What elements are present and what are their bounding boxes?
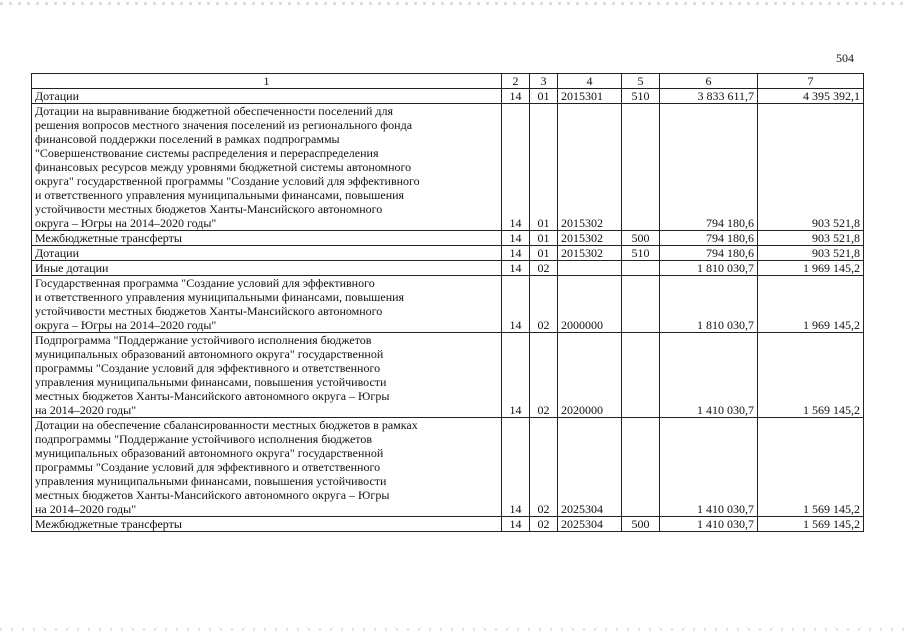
section-code-cell (502, 418, 530, 517)
target-item-code-cell-text: 2015302 (561, 231, 603, 245)
column-header: 6 (660, 74, 758, 89)
section-code-cell-text: 14 (509, 261, 522, 275)
amount-cell-col7 (758, 333, 864, 418)
section-code-cell (502, 517, 530, 532)
amount-cell-col6-text: 1 410 030,7 (697, 502, 754, 516)
amount-cell-col7-text: 903 521,8 (812, 216, 860, 230)
target-item-code-cell (558, 231, 622, 246)
target-item-code-cell-text: 2000000 (561, 318, 603, 332)
row-name-cell-text: Дотации (35, 246, 80, 260)
amount-cell-col7 (758, 517, 864, 532)
amount-cell-col7 (758, 418, 864, 517)
subsection-code-cell (530, 517, 558, 532)
section-code-cell (502, 276, 530, 333)
expense-type-code-cell-text: 510 (631, 89, 650, 103)
row-name-cell (32, 517, 502, 532)
section-code-cell (502, 231, 530, 246)
target-item-code-cell (558, 246, 622, 261)
amount-cell-col6 (660, 261, 758, 276)
row-name-cell (32, 333, 502, 418)
amount-cell-col6-text: 794 180,6 (706, 216, 754, 230)
amount-cell-col6-text: 1 810 030,7 (697, 261, 754, 275)
expense-type-code-cell (622, 333, 660, 418)
subsection-code-cell-text: 02 (537, 502, 550, 516)
section-code-cell-text: 14 (509, 502, 522, 516)
section-code-cell-text: 14 (509, 403, 522, 417)
subsection-code-cell (530, 231, 558, 246)
expense-type-code-cell (622, 276, 660, 333)
amount-cell-col6 (660, 104, 758, 231)
amount-cell-col7 (758, 246, 864, 261)
table-header-row (32, 74, 864, 89)
subsection-code-cell (530, 261, 558, 276)
row-name-cell (32, 418, 502, 517)
amount-cell-col7 (758, 261, 864, 276)
target-item-code-cell (558, 517, 622, 532)
subsection-code-cell-text: 01 (537, 246, 550, 260)
subsection-code-cell (530, 333, 558, 418)
target-item-code-cell-text: 2025304 (561, 502, 603, 516)
column-header: 7 (758, 74, 864, 89)
column-header: 5 (622, 74, 660, 89)
subsection-code-cell-text: 02 (537, 261, 550, 275)
amount-cell-col7-text: 4 395 392,1 (803, 89, 860, 103)
row-name-cell (32, 89, 502, 104)
expense-type-code-cell-text: 500 (631, 517, 650, 531)
row-name-cell-text: Иные дотации (35, 261, 109, 275)
subsection-code-cell-text: 01 (537, 231, 550, 245)
table-row (32, 261, 864, 276)
subsection-code-cell-text: 02 (537, 318, 550, 332)
section-code-cell-text: 14 (509, 246, 522, 260)
budget-table (31, 73, 864, 532)
amount-cell-col6-text: 794 180,6 (706, 246, 754, 260)
section-code-cell-text: 14 (509, 231, 522, 245)
target-item-code-cell (558, 333, 622, 418)
amount-cell-col6 (660, 89, 758, 104)
column-header: 3 (530, 74, 558, 89)
amount-cell-col7-text: 903 521,8 (812, 246, 860, 260)
amount-cell-col6 (660, 276, 758, 333)
expense-type-code-cell (622, 246, 660, 261)
target-item-code-cell (558, 261, 622, 276)
amount-cell-col6-text: 1 810 030,7 (697, 318, 754, 332)
row-name-cell (32, 261, 502, 276)
expense-type-code-cell (622, 104, 660, 231)
amount-cell-col6 (660, 418, 758, 517)
subsection-code-cell (530, 276, 558, 333)
row-name-cell (32, 276, 502, 333)
row-name-cell-text: Подпрограмма "Поддержание устойчивого исполнения бюджетов муниципальных образований автономного округа" государственной программы "Создание условий для эффективного и ответственного управления муниципальными финансами, повышения устойчивости местных бюджетов Ханты-Мансийского автономного округа – Югры на 2014–2020 годы" (35, 333, 390, 417)
column-header: 2 (502, 74, 530, 89)
subsection-code-cell-text: 01 (537, 216, 550, 230)
row-name-cell-text: Дотации на обеспечение сбалансированности местных бюджетов в рамках подпрограммы "Поддержание устойчивого исполнения бюджетов муниципальных образований автономного округа" государственной программы "Создание условий для эффективного и ответственного управления муниципальными финансами, повышения устойчивости местных бюджетов Ханты-Мансийского автономного округа – Югры на 2014–2020 годы" (35, 418, 418, 516)
subsection-code-cell (530, 89, 558, 104)
section-code-cell-text: 14 (509, 318, 522, 332)
amount-cell-col6 (660, 246, 758, 261)
expense-type-code-cell (622, 261, 660, 276)
page-number: 504 (836, 51, 854, 65)
amount-cell-col7-text: 1 969 145,2 (803, 318, 860, 332)
amount-cell-col6-text: 1 410 030,7 (697, 403, 754, 417)
row-name-cell (32, 231, 502, 246)
target-item-code-cell-text: 2015302 (561, 216, 603, 230)
row-name-cell-text: Межбюджетные трансферты (35, 517, 182, 531)
target-item-code-cell (558, 418, 622, 517)
row-name-cell-text: Государственная программа "Создание условий для эффективного и ответственного управления муниципальными финансами, повышения устойчивости местных бюджетов Ханты-Мансийского автономного округа – Югры на 2014–2020 годы" (35, 276, 405, 332)
amount-cell-col6-text: 794 180,6 (706, 231, 754, 245)
amount-cell-col7-text: 1 969 145,2 (803, 261, 860, 275)
section-code-cell (502, 104, 530, 231)
target-item-code-cell-text: 2015301 (561, 89, 603, 103)
table-row (32, 276, 864, 333)
table-row (32, 231, 864, 246)
subsection-code-cell-text: 02 (537, 403, 550, 417)
row-name-cell-text: Межбюджетные трансферты (35, 231, 182, 245)
target-item-code-cell (558, 104, 622, 231)
amount-cell-col7 (758, 89, 864, 104)
expense-type-code-cell (622, 517, 660, 532)
expense-type-code-cell-text: 510 (631, 246, 650, 260)
expense-type-code-cell (622, 418, 660, 517)
amount-cell-col7-text: 1 569 145,2 (803, 517, 860, 531)
section-code-cell (502, 89, 530, 104)
target-item-code-cell-text: 2025304 (561, 517, 603, 531)
section-code-cell-text: 14 (509, 517, 522, 531)
amount-cell-col7 (758, 276, 864, 333)
subsection-code-cell-text: 02 (537, 517, 550, 531)
table-body (32, 74, 864, 532)
target-item-code-cell-text: 2020000 (561, 403, 603, 417)
subsection-code-cell (530, 246, 558, 261)
amount-cell-col7 (758, 104, 864, 231)
table-row (32, 89, 864, 104)
target-item-code-cell-text: 2015302 (561, 246, 603, 260)
amount-cell-col7-text: 1 569 145,2 (803, 403, 860, 417)
row-name-cell-text: Дотации (35, 89, 80, 103)
scan-artifact-top (0, 2, 905, 5)
amount-cell-col6 (660, 231, 758, 246)
expense-type-code-cell-text: 500 (631, 231, 650, 245)
section-code-cell (502, 333, 530, 418)
amount-cell-col7 (758, 231, 864, 246)
scan-artifact-bottom (0, 628, 905, 631)
target-item-code-cell (558, 276, 622, 333)
amount-cell-col6 (660, 517, 758, 532)
table-row (32, 517, 864, 532)
table-row (32, 418, 864, 517)
row-name-cell (32, 246, 502, 261)
subsection-code-cell-text: 01 (537, 89, 550, 103)
amount-cell-col7-text: 903 521,8 (812, 231, 860, 245)
expense-type-code-cell (622, 231, 660, 246)
amount-cell-col7-text: 1 569 145,2 (803, 502, 860, 516)
row-name-cell-text: Дотации на выравнивание бюджетной обеспеченности поселений для решения вопросов местного значения поселений из регионального фонда финансовой поддержки поселений в рамках подпрограммы "Совершенствование системы распределения и перераспределения финансовых ресурсов между уровнями бюджетной системы автономного округа" государственной программы "Создание условий для эффективного и ответственного управления муниципальными финансами, повышения устойчивости местных бюджетов Ханты-Мансийского автономного округа – Югры на 2014–2020 годы" (35, 104, 420, 230)
target-item-code-cell (558, 89, 622, 104)
column-header: 4 (558, 74, 622, 89)
section-code-cell (502, 261, 530, 276)
amount-cell-col6-text: 3 833 611,7 (697, 89, 754, 103)
section-code-cell-text: 14 (509, 89, 522, 103)
column-header: 1 (32, 74, 502, 89)
section-code-cell-text: 14 (509, 216, 522, 230)
table-row (32, 104, 864, 231)
amount-cell-col6 (660, 333, 758, 418)
expense-type-code-cell (622, 89, 660, 104)
row-name-cell (32, 104, 502, 231)
amount-cell-col6-text: 1 410 030,7 (697, 517, 754, 531)
table-row (32, 246, 864, 261)
table-row (32, 333, 864, 418)
subsection-code-cell (530, 418, 558, 517)
subsection-code-cell (530, 104, 558, 231)
section-code-cell (502, 246, 530, 261)
